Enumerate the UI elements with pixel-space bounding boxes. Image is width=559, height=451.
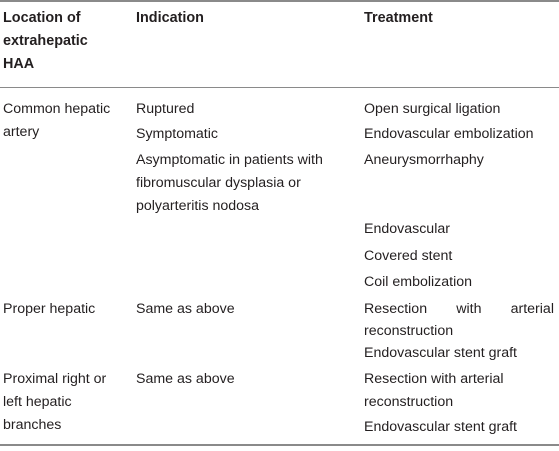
row-3-treatment-resection: Resection with arterial reconstruction: [364, 371, 504, 410]
header-divider: [0, 87, 559, 88]
table-top-rule: [0, 0, 559, 2]
row-1-indication-asymptomatic: Asymptomatic in patients with fibromuscular dysplasia or polyarteritis nodosa: [136, 152, 323, 214]
row-1-treatment-coil-embolization: Coil embolization: [364, 274, 473, 290]
column-header-indication: Indication: [136, 10, 204, 26]
row-2-treatment-word: Resection: [364, 301, 428, 317]
row-1-treatment-aneurysmorrhaphy: Aneurysmorrhaphy: [364, 152, 484, 168]
row-1-treatment-endovascular: Endovascular: [364, 221, 450, 237]
row-1-treatment-open-ligation: Open surgical ligation: [364, 101, 501, 117]
column-header-location: Location of extrahepatic HAA: [3, 10, 88, 72]
table-bottom-rule: [0, 444, 559, 446]
row-1-treatment-covered-stent: Covered stent: [364, 248, 453, 264]
row-3-treatment-stent-graft: Endovascular stent graft: [364, 419, 517, 435]
row-2-treatment-resection: Resection with arterial reconstruction Endovascular stent graft: [364, 298, 554, 364]
column-header-treatment: Treatment: [364, 10, 433, 26]
row-2-location: Proper hepatic: [3, 301, 96, 317]
row-1-location: Common hepatic artery: [3, 101, 111, 140]
row-2-treatment-word: with: [456, 301, 482, 317]
row-1-treatment-endovascular-embolization: Endovascular embolization: [364, 126, 534, 142]
row-3-indication: Same as above: [136, 371, 235, 387]
row-1-indication-symptomatic: Symptomatic: [136, 126, 218, 142]
row-2-indication: Same as above: [136, 301, 235, 317]
row-3-location: Proximal right or left hepatic branches: [3, 371, 107, 433]
row-2-treatment-word: arterial: [510, 301, 554, 317]
row-1-indication-ruptured: Ruptured: [136, 101, 195, 117]
